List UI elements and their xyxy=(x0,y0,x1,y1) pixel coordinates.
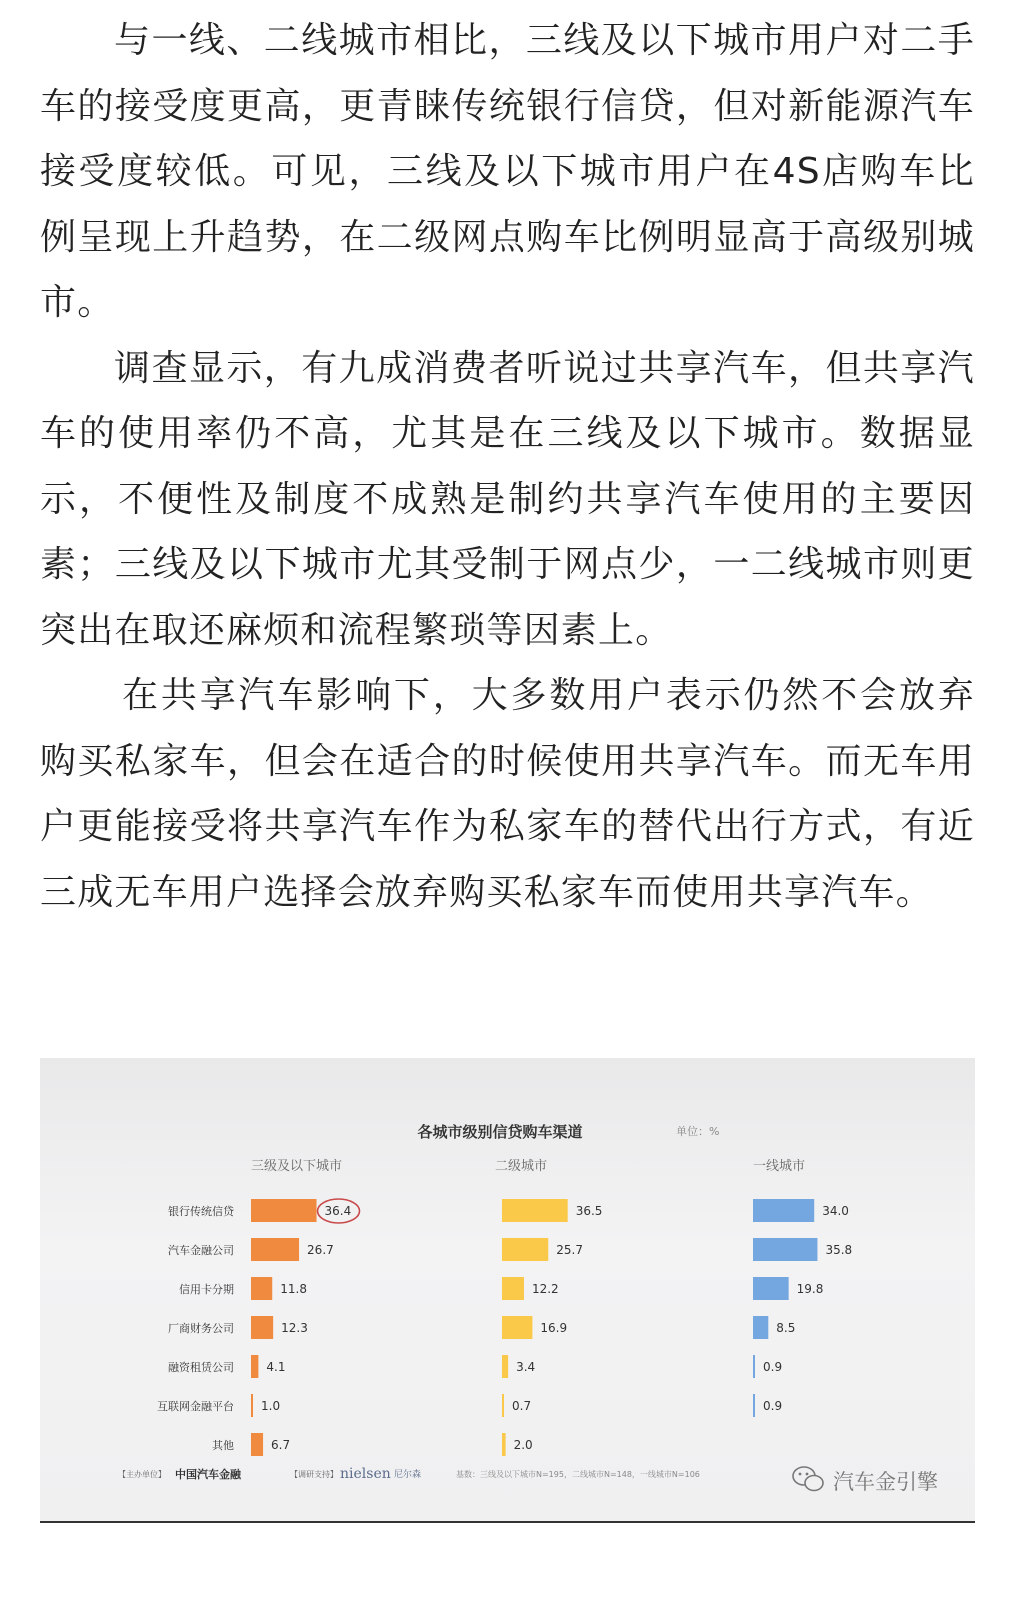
value-label-0-3: 12.3 xyxy=(281,1321,308,1335)
bar-2-0 xyxy=(753,1199,814,1222)
bar-1-5 xyxy=(502,1394,504,1417)
bar-2-2 xyxy=(753,1277,789,1300)
category-label-4: 融资租赁公司 xyxy=(168,1361,234,1374)
value-label-0-5: 1.0 xyxy=(261,1399,281,1413)
panel-header-0: 三级及以下城市 xyxy=(251,1159,343,1174)
panel-header-2: 一线城市 xyxy=(753,1159,806,1174)
category-labels xyxy=(157,1204,235,1452)
footer-sponsor-name: 中国汽车金融 xyxy=(175,1468,241,1481)
chart-svg xyxy=(40,1058,975,1521)
bars xyxy=(251,1199,817,1456)
bar-1-0 xyxy=(502,1199,568,1222)
value-label-2-5: 0.9 xyxy=(763,1399,783,1413)
chart-footer xyxy=(118,1466,700,1482)
value-label-1-0: 36.5 xyxy=(575,1204,603,1218)
bar-1-1 xyxy=(502,1238,548,1261)
watermark-text: 汽车金引擎 xyxy=(833,1470,938,1494)
bar-0-1 xyxy=(251,1238,299,1261)
value-label-1-3: 16.9 xyxy=(540,1321,568,1335)
bar-0-4 xyxy=(251,1355,258,1378)
footer-sponsor-label: 【主办单位】 xyxy=(118,1470,166,1479)
footer-base-note: 基数：三线及以下城市N=195，二线城市N=148，一线城市N=106 xyxy=(456,1470,700,1479)
watermark xyxy=(793,1467,938,1494)
bar-1-3 xyxy=(502,1316,532,1339)
panel-headers xyxy=(251,1158,805,1174)
value-label-0-0: 36.4 xyxy=(324,1204,352,1218)
bar-0-0 xyxy=(251,1199,317,1222)
paragraph-2: 调查显示，有九成消费者听说过共享汽车，但共享汽车的使用率仍不高，尤其是在三线及以下城市。数据显示，不便性及制度不成熟是制约共享汽车使用的主要因素；三线及以下城市尤其受制于网点少，一二线城市则更突出在取还麻烦和流程繁琐等因素上。 xyxy=(40,347,975,651)
bar-1-4 xyxy=(502,1355,508,1378)
category-label-1: 汽车金融公司 xyxy=(168,1244,234,1257)
category-label-0: 银行传统信贷 xyxy=(168,1205,234,1218)
paragraph-1: 与一线、二线城市相比，三线及以下城市用户对二手车的接受度更高，更青睐传统银行信贷，但对新能源汽车接受度较低。可见，三线及以下城市用户在4S店购车比例呈现上升趋势，在二级网点购车比例明显高于高级别城市。 xyxy=(40,20,975,323)
value-label-0-6: 6.7 xyxy=(271,1438,291,1452)
panel-header-1: 二级城市 xyxy=(495,1159,548,1174)
value-label-1-1: 25.7 xyxy=(556,1243,583,1257)
footer-support-label: 【调研支持】 xyxy=(290,1470,338,1479)
chart-figure xyxy=(40,1058,975,1523)
value-label-1-5: 0.7 xyxy=(512,1399,532,1413)
value-label-1-4: 3.4 xyxy=(516,1360,536,1374)
paragraph-3: 在共享汽车影响下，大多数用户表示仍然不会放弃购买私家车，但会在适合的时候使用共享汽车。而无车用户更能接受将共享汽车作为私家车的替代出行方式，有近三成无车用户选择会放弃购买私家车而使用共享汽车。 xyxy=(40,675,975,913)
value-label-0-4: 4.1 xyxy=(266,1360,286,1374)
value-label-2-0: 34.0 xyxy=(822,1204,849,1218)
value-label-2-1: 35.8 xyxy=(825,1243,853,1257)
footer-support-name: nielsen xyxy=(340,1466,391,1482)
bar-2-5 xyxy=(753,1394,755,1417)
bar-0-2 xyxy=(251,1277,272,1300)
bar-1-2 xyxy=(502,1277,524,1300)
chart-unit: 单位：% xyxy=(676,1125,720,1138)
bar-2-3 xyxy=(753,1316,768,1339)
value-label-2-4: 0.9 xyxy=(763,1360,783,1374)
footer-support-name-cn: 尼尔森 xyxy=(394,1470,422,1480)
value-label-2-2: 19.8 xyxy=(796,1282,824,1296)
value-label-1-2: 12.2 xyxy=(531,1282,559,1296)
bar-0-5 xyxy=(251,1394,253,1417)
bar-1-6 xyxy=(502,1433,506,1456)
bar-2-4 xyxy=(753,1355,755,1378)
value-label-1-6: 2.0 xyxy=(513,1438,533,1452)
category-label-5: 互联网金融平台 xyxy=(157,1400,234,1413)
bar-2-1 xyxy=(753,1238,817,1261)
category-label-3: 厂商财务公司 xyxy=(168,1322,234,1335)
category-label-2: 信用卡分期 xyxy=(179,1283,234,1296)
value-label-2-3: 8.5 xyxy=(776,1321,796,1335)
bar-0-3 xyxy=(251,1316,273,1339)
bar-0-6 xyxy=(251,1433,263,1456)
article-body xyxy=(40,8,975,925)
chart-title: 各城市级别信贷购车渠道 xyxy=(417,1123,583,1141)
value-label-0-2: 11.8 xyxy=(280,1282,307,1296)
category-label-6: 其他 xyxy=(212,1439,234,1452)
value-label-0-1: 26.7 xyxy=(307,1243,334,1257)
wechat-icon xyxy=(793,1467,823,1491)
